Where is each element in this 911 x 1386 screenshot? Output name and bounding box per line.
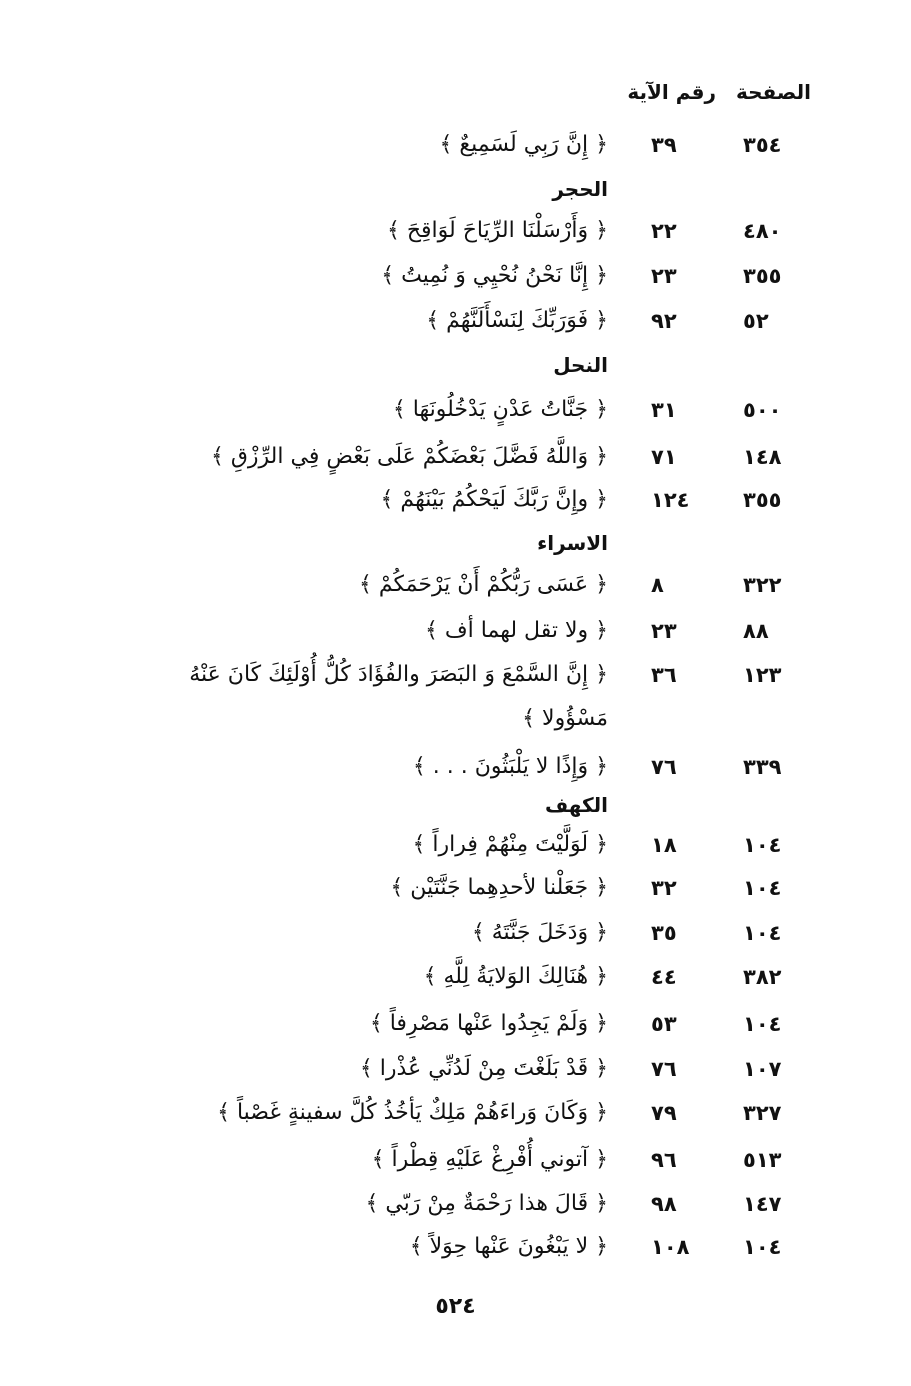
verse-number-cell: ٨ bbox=[651, 573, 664, 597]
page-number-cell: ٣٢٧ bbox=[743, 1101, 782, 1125]
index-entry-row bbox=[0, 438, 911, 476]
verse-text: ﴿ وَإِذًا لا يَلْبَثُونَ . . . ﴾ bbox=[412, 754, 608, 779]
surah-heading-row bbox=[0, 170, 911, 208]
page-number-cell: ١٤٨ bbox=[743, 445, 782, 469]
verse-number-cell: ٧١ bbox=[651, 445, 677, 469]
surah-heading-row bbox=[0, 786, 911, 824]
verse-text: ﴿ جَعَلْنا لأحدِهِما جَنَّتَيْن ﴾ bbox=[390, 875, 608, 900]
verse-number-cell: ٩٢ bbox=[651, 309, 677, 333]
page-number-cell: ١٢٣ bbox=[743, 663, 782, 687]
page-number-cell: ٣٨٢ bbox=[743, 965, 782, 989]
verse-number-cell: ٣٥ bbox=[651, 921, 677, 945]
index-entry-row bbox=[0, 869, 911, 907]
index-entry-row bbox=[0, 481, 911, 519]
page-number-cell: ٨٨ bbox=[743, 619, 769, 643]
verse-number-cell: ٩٨ bbox=[651, 1192, 677, 1216]
surah-heading: الكهف bbox=[544, 793, 608, 817]
verse-number-cell: ١٨ bbox=[651, 833, 677, 857]
verse-text: ﴿ آتوني أُفْرِغْ عَلَيْهِ قِطْراً ﴾ bbox=[371, 1147, 608, 1172]
surah-heading: الحجر bbox=[552, 177, 608, 201]
verse-text: ﴿ إِنَّ السَّمْعَ وَ البَصَرَ والفُؤَادَ كُلُّ أُوْلَئِكَ كَانَ عَنْهُ bbox=[189, 662, 608, 687]
index-entry-row bbox=[0, 1005, 911, 1043]
index-entry-row bbox=[0, 914, 911, 952]
index-entry-row bbox=[0, 1141, 911, 1179]
verse-text: ﴿ لا يَبْغُونَ عَنْها حِوَلاً ﴾ bbox=[409, 1234, 608, 1259]
index-entry-row bbox=[0, 257, 911, 295]
verse-number-cell: ٣٩ bbox=[651, 133, 677, 157]
verse-number-cell: ٤٤ bbox=[651, 965, 677, 989]
page-number-cell: ١٠٤ bbox=[743, 876, 782, 900]
page-number-cell: ٣٥٥ bbox=[743, 488, 782, 512]
verse-number-cell: ٢٣ bbox=[651, 264, 677, 288]
verse-text: ﴿ وَكَانَ وَراءَهُمْ مَلِكٌ يَأخُذُ كُلَّ سفينةٍ غَصْباً ﴾ bbox=[217, 1100, 608, 1125]
index-entry-row bbox=[0, 1185, 911, 1223]
page-number-cell: ١٠٤ bbox=[743, 833, 782, 857]
verse-text: ﴿ هُنَالِكَ الوَلايَةُ لِلَّهِ ﴾ bbox=[423, 964, 608, 989]
verse-number-cell: ٧٦ bbox=[651, 755, 677, 779]
verse-text: ﴿ ولا تقل لهما أف ﴾ bbox=[424, 618, 608, 643]
page-number-cell: ١٠٧ bbox=[743, 1057, 782, 1081]
verse-number-cell: ٣٦ bbox=[651, 663, 677, 687]
verse-text: ﴿ جَنَّاتُ عَدْنٍ يَدْخُلُونَهَا ﴾ bbox=[392, 397, 608, 422]
verse-number-cell: ١٢٤ bbox=[651, 488, 690, 512]
verse-number-cell: ٧٩ bbox=[651, 1101, 677, 1125]
surah-heading: النحل bbox=[553, 353, 608, 377]
index-entry-row bbox=[0, 212, 911, 250]
verse-text: ﴿ لَوَلَّيْتَ مِنْهُمْ فِراراً ﴾ bbox=[412, 832, 608, 857]
verse-text: ﴿ وَلَمْ يَجِدُوا عَنْها مَصْرِفاً ﴾ bbox=[369, 1011, 608, 1036]
page-number-cell: ١٠٤ bbox=[743, 1235, 782, 1259]
verse-continuation-row bbox=[0, 700, 911, 738]
page-number-cell: ١٤٧ bbox=[743, 1192, 782, 1216]
verse-number-cell: ٢٢ bbox=[651, 219, 677, 243]
index-entry-row bbox=[0, 126, 911, 164]
page-number-cell: ١٠٤ bbox=[743, 921, 782, 945]
index-entry-row bbox=[0, 958, 911, 996]
index-entry-row bbox=[0, 391, 911, 429]
page-number-cell: ٥٢ bbox=[743, 309, 769, 333]
verse-number-cell: ٢٣ bbox=[651, 619, 677, 643]
verse-number-cell: ١٠٨ bbox=[651, 1235, 690, 1259]
verse-text: ﴿ فَوَرَبِّكَ لِنَسْأَلَنَّهُمْ ﴾ bbox=[426, 308, 608, 333]
verse-number-cell: ٣١ bbox=[651, 398, 677, 422]
index-entry-row bbox=[0, 656, 911, 694]
index-entry-row bbox=[0, 748, 911, 786]
verse-text: ﴿ إِنَّ رَبِي لَسَمِيعٌ ﴾ bbox=[439, 132, 608, 157]
page-number: ٥٢٤ bbox=[435, 1294, 476, 1319]
verse-text: ﴿ وَاللَّهُ فَضَّلَ بَعْضَكُمْ عَلَى بَعْضٍ فِي الرِّزْقِ ﴾ bbox=[210, 444, 608, 469]
index-entry-row bbox=[0, 1050, 911, 1088]
verse-column-label: رقم الآية bbox=[627, 80, 716, 104]
verse-number-cell: ٥٣ bbox=[651, 1012, 677, 1036]
page-column-label: الصفحة bbox=[735, 80, 811, 104]
verse-text: ﴿ قَالَ هذا رَحْمَةٌ مِنْ رَبّي ﴾ bbox=[365, 1191, 608, 1216]
index-entry-row bbox=[0, 566, 911, 604]
page-number-cell: ٥١٣ bbox=[743, 1148, 782, 1172]
verse-text: ﴿ وإِنَّ رَبَّكَ لَيَحْكُمُ بَيْنَهُمْ ﴾ bbox=[380, 487, 608, 512]
verse-text: ﴿ إِنَّا نَحْنُ نُحْيِي وَ نُمِيتُ ﴾ bbox=[381, 263, 608, 288]
page-number-cell: ٣٥٤ bbox=[743, 133, 782, 157]
surah-heading: الاسراء bbox=[537, 531, 608, 555]
page-number-cell: ٣٥٥ bbox=[743, 264, 782, 288]
column-header bbox=[551, 80, 811, 112]
verse-text: ﴿ عَسَى رَبُّكُمْ أَنْ يَرْحَمَكُمْ ﴾ bbox=[358, 572, 608, 597]
verse-text: ﴿ وَأَرْسَلْنَا الرِّيَاحَ لَوَاقِحَ ﴾ bbox=[386, 218, 608, 243]
verse-number-cell: ٧٦ bbox=[651, 1057, 677, 1081]
index-entry-row bbox=[0, 302, 911, 340]
page-number-cell: ٣٣٩ bbox=[743, 755, 782, 779]
verse-text: ﴿ قَدْ بَلَغْتَ مِنْ لَدُنِّي عُذْرا ﴾ bbox=[359, 1056, 608, 1081]
surah-heading-row bbox=[0, 346, 911, 384]
page-number-cell: ٥٠٠ bbox=[743, 398, 782, 422]
verse-text: ﴿ وَدَخَلَ جَنَّتَهُ ﴾ bbox=[471, 920, 608, 945]
verse-number-cell: ٣٢ bbox=[651, 876, 677, 900]
surah-heading-row bbox=[0, 524, 911, 562]
index-entry-row bbox=[0, 826, 911, 864]
verse-text: مَسْؤُولا ﴾ bbox=[522, 706, 608, 731]
page-number-cell: ٣٢٢ bbox=[743, 573, 782, 597]
page-number-cell: ٤٨٠ bbox=[743, 219, 782, 243]
verse-number-cell: ٩٦ bbox=[651, 1148, 677, 1172]
index-entry-row bbox=[0, 1094, 911, 1132]
index-entry-row bbox=[0, 1228, 911, 1266]
index-entry-row bbox=[0, 612, 911, 650]
page-number-cell: ١٠٤ bbox=[743, 1012, 782, 1036]
